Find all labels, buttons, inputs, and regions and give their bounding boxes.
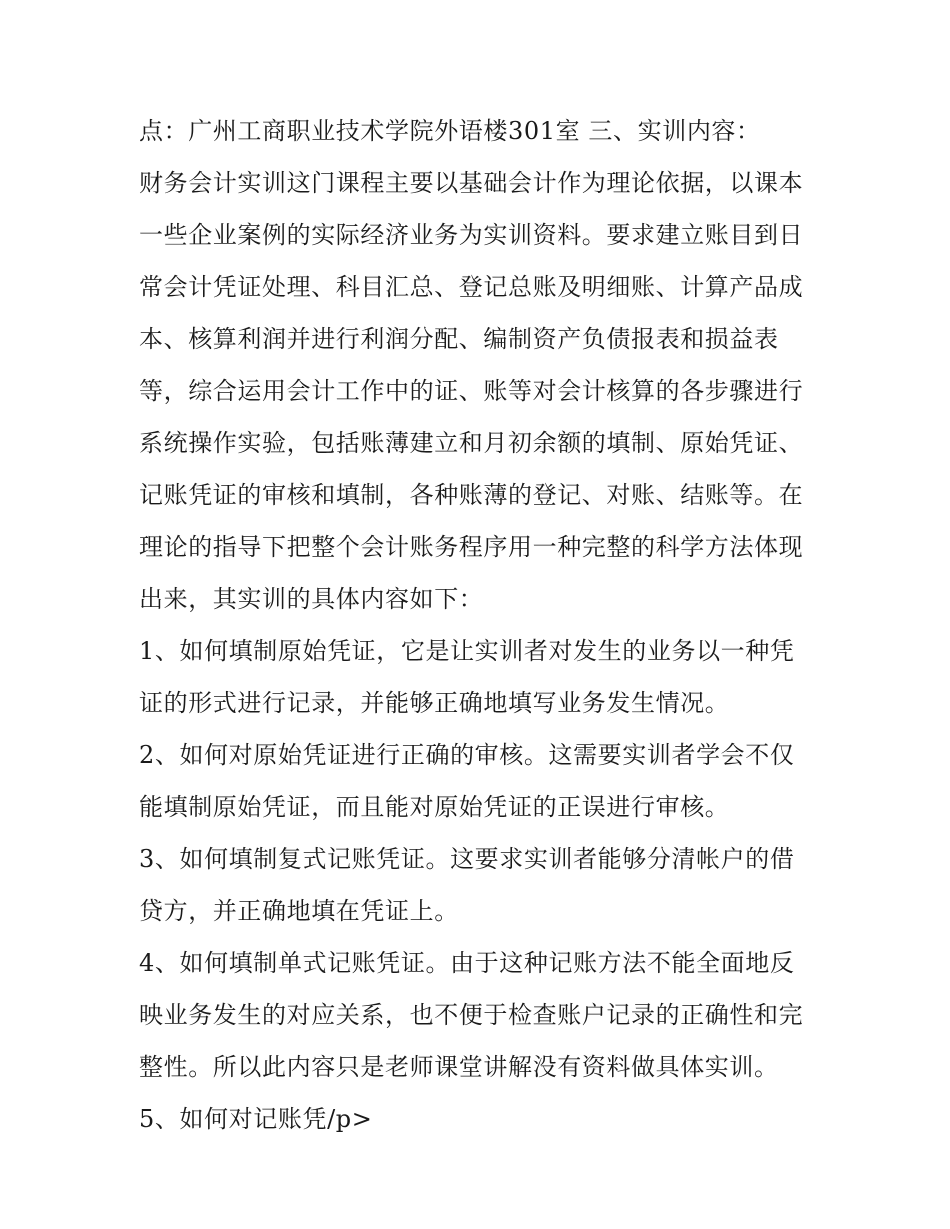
text-line: 点：广州工商职业技术学院外语楼301室 三、实训内容： (139, 117, 761, 145)
text-line: 映业务发生的对应关系，也不便于检查账户记录的正确性和完 (139, 1001, 804, 1029)
text-line: 出来，其实训的具体内容如下： (139, 585, 484, 613)
text-line: 常会计凭证处理、科目汇总、登记总账及明细账、计算产品成 (139, 273, 804, 301)
text-line: 等，综合运用会计工作中的证、账等对会计核算的各步骤进行 (139, 377, 804, 405)
list-item-2: 2、如何对原始凭证进行正确的审核。这需要实训者学会不仅 (139, 741, 795, 769)
text-line: 财务会计实训这门课程主要以基础会计作为理论依据，以课本 (139, 169, 804, 197)
text-line: 能填制原始凭证，而且能对原始凭证的正误进行审核。 (139, 793, 730, 821)
text-line: 一些企业案例的实际经济业务为实训资料。要求建立账目到日 (139, 221, 804, 249)
text-line: 整性。所以此内容只是老师课堂讲解没有资料做具体实训。 (139, 1053, 779, 1081)
list-item-5: 5、如何对记账凭/p> (139, 1105, 373, 1133)
text-line: 理论的指导下把整个会计账务程序用一种完整的科学方法体现 (139, 533, 804, 561)
text-line: 系统操作实验，包括账薄建立和月初余额的填制、原始凭证、 (139, 429, 804, 457)
list-item-4: 4、如何填制单式记账凭证。由于这种记账方法不能全面地反 (139, 949, 795, 977)
text-line: 记账凭证的审核和填制，各种账薄的登记、对账、结账等。在 (139, 481, 804, 509)
list-item-3: 3、如何填制复式记账凭证。这要求实训者能够分清帐户的借 (139, 845, 795, 873)
text-line: 本、核算利润并进行利润分配、编制资产负债报表和损益表 (139, 325, 779, 353)
list-item-1: 1、如何填制原始凭证，它是让实训者对发生的业务以一种凭 (139, 637, 795, 665)
text-line: 证的形式进行记录，并能够正确地填写业务发生情况。 (139, 689, 730, 717)
text-line: 贷方，并正确地填在凭证上。 (139, 897, 459, 925)
